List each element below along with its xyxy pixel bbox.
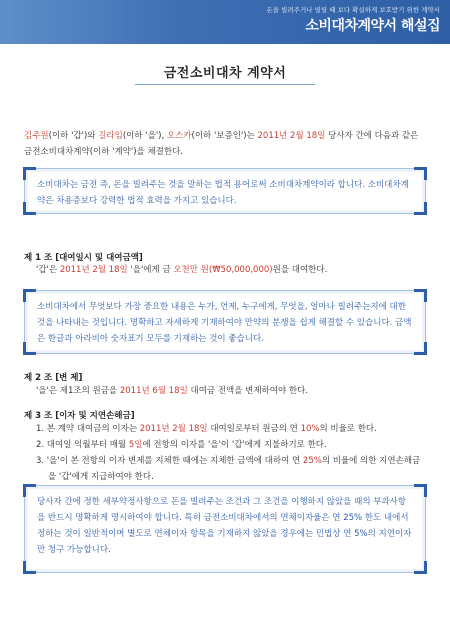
lend-date: 2011년 2월 18일: [59, 265, 128, 275]
article-text: 대여일로부터 원금의 연: [207, 424, 301, 434]
note-text-2: 소비대차에서 무엇보다 가장 중요한 내용은 누가, 언제, 누구에게, 무엇을, 얼마나 빌려주는지에 대한 것을 나타내는 것입니다. 명확하고 자세하게 기재하여야 만약의 분쟁을 쉽게 해결할 수 있습니다. 금액은 한글과 아라비아 숫자표기 모두를 기재하는 것이 좋습니다.: [37, 302, 412, 344]
article-3-list: [36, 421, 426, 485]
note-text-1: 소비대차는 금전 즉, 돈을 빌려주는 것을 말하는 법적 용어로써 소비대차계약이라 합니다. 소비대차계약은 차용증보다 강력한 법적 효력을 가지고 있습니다.: [37, 180, 409, 206]
late-fee-rate: 25%: [302, 456, 322, 466]
repayment-date: 2011년 6월 18일: [119, 386, 188, 396]
box-corner: [23, 202, 36, 215]
box-corner: [414, 202, 427, 215]
article-2-body: [36, 383, 426, 399]
header-banner: [0, 0, 450, 44]
box-corner: [414, 561, 427, 574]
list-item: [36, 437, 426, 453]
guarantor-name: 오스카: [166, 131, 192, 141]
header-subtitle: 돈을 빌려주거나 빌릴 때 보다 확실하게 보호받기 위한 계약서: [266, 6, 440, 14]
note-text-3: 당사자 간에 정한 세부약정사항으로 돈을 빌려주는 조건과 그 조건을 이행하지 않았을 때의 부과사항을 반드시 명확하게 명시하여야 합니다. 특히 금전소비대차에서의 연체이자율은 연 25% 한도 내에서 정하는 것이 일반적이며 별도로 연체이자 항목을 기재하지 않았을 경우에는 민법상 연 5%의 지연이자만 청구 가능합니다.: [37, 497, 412, 555]
box-corner: [414, 289, 427, 302]
intro-text: (이하 '보증인')는: [191, 131, 258, 141]
box-corner: [23, 167, 36, 180]
intro-text: 당사자 간에 다음과 같은 금전소비대차계약(이하 '계약')을 체결한다.: [24, 131, 419, 157]
header-brand: 소비대차계약서 해설집: [305, 18, 440, 34]
note-box-3: [24, 485, 426, 573]
article-text: '갑'은: [36, 265, 60, 275]
document-title: 금전소비대차 계약서: [163, 66, 287, 81]
article-2-title: 제 2 조 [변 제]: [24, 373, 83, 383]
article-text: '을'에게 금: [127, 265, 174, 275]
note-box-2: [24, 290, 426, 354]
article-text: 2. 대여일 익월부터 매월: [36, 440, 129, 450]
intro-text: (이하 '갑')와: [48, 131, 99, 141]
party-a-name: 김주원: [24, 131, 49, 141]
article-text: '을'은 제1조의 원금을: [36, 386, 120, 396]
article-text: 1. 본 계약 대여금의 이자는: [36, 424, 140, 434]
party-b-name: 길라임: [98, 131, 123, 141]
contract-date: 2011년 2월 18일: [257, 131, 326, 141]
article-3-title: 제 3 조 [이자 및 지연손해금]: [24, 411, 135, 421]
article-text: 대여금 전액을 변제하여야 한다.: [187, 386, 309, 396]
article-1-title: 제 1 조 [대여일시 및 대여금액]: [24, 253, 143, 263]
box-corner: [23, 289, 36, 302]
article-text: 의 비율에 의한 지연손해금을 '갑'에게 지급하여야 한다.: [48, 456, 421, 482]
box-corner: [23, 484, 36, 497]
loan-amount: 오천만 원(₩50,000,000): [173, 265, 273, 275]
payment-day: 5일: [128, 440, 143, 450]
box-corner: [23, 561, 36, 574]
box-corner: [23, 342, 36, 355]
interest-start-date: 2011년 2월 18일: [139, 424, 208, 434]
article-text: 의 비율로 한다.: [319, 424, 377, 434]
interest-rate: 10%: [300, 424, 320, 434]
intro-text: (이하 '을'),: [122, 131, 167, 141]
article-text: 3. '을'이 본 전항의 이자 변제를 지체한 때에는 지체한 금액에 대하여 연: [36, 456, 303, 466]
article-1-body: [36, 262, 426, 278]
box-corner: [414, 342, 427, 355]
article-text: 원을 대여한다.: [272, 265, 328, 275]
article-text: 에 전항의 이자를 '을'이 '갑'에게 지불하기로 한다.: [142, 440, 327, 450]
box-corner: [414, 167, 427, 180]
title-underline: [135, 84, 315, 85]
box-corner: [414, 484, 427, 497]
intro-paragraph: [24, 128, 426, 160]
list-item: [36, 453, 426, 485]
note-box-1: [24, 168, 426, 214]
list-item: [36, 421, 426, 437]
